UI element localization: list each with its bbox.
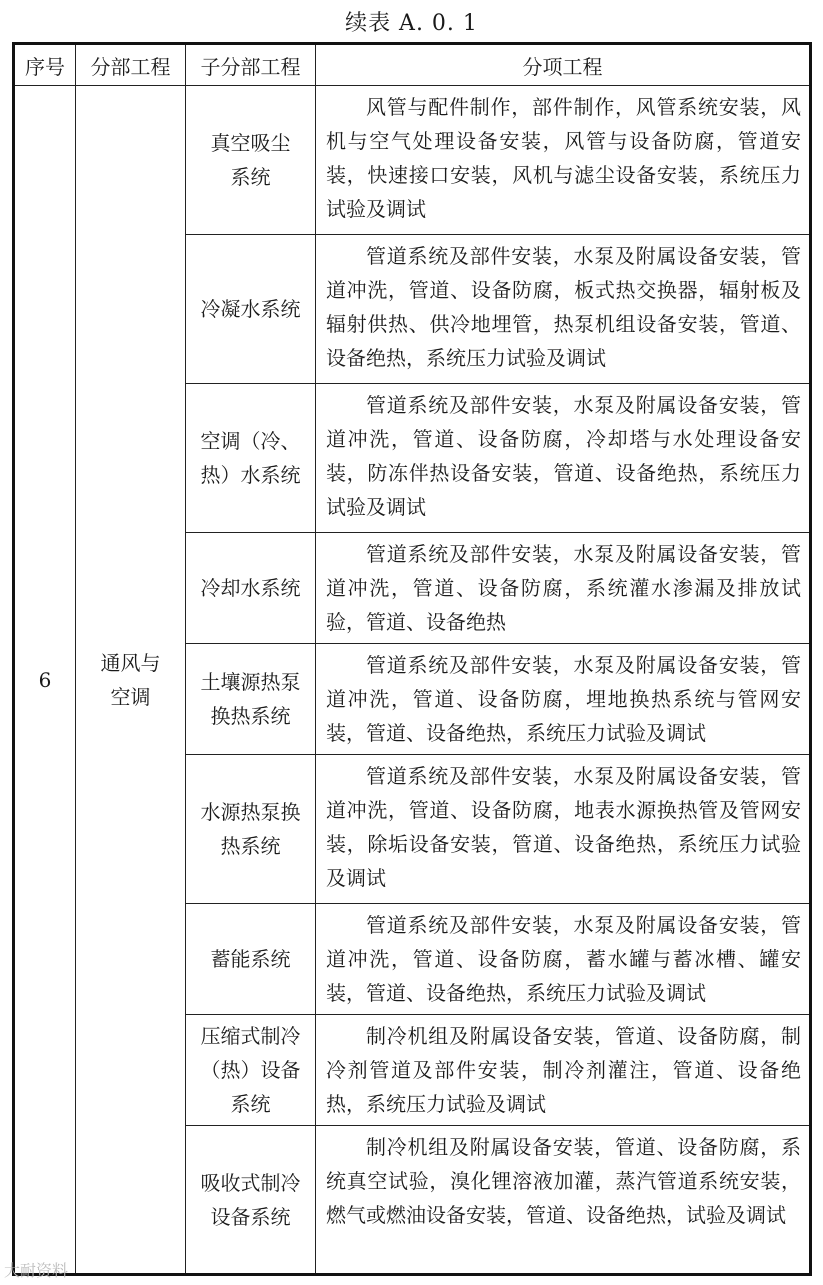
division-cell	[76, 86, 186, 1275]
subdivision-cell	[186, 1126, 316, 1275]
items-cell: 管道系统及部件安装，水泵及附属设备安装，管道冲洗，管道、设备防腐，蓄水罐与蓄冰槽、罐安装，管道、设备绝热，系统压力试验及调试	[316, 904, 811, 1015]
subdivision-label: 压缩式制冷（热）设备系统	[200, 1024, 301, 1116]
subdivision-cell	[186, 86, 316, 235]
watermark: 大耐资料	[4, 1261, 69, 1280]
subdivision-label: 蓄能系统	[210, 947, 291, 971]
items-cell: 管道系统及部件安装，水泵及附属设备安装，管道冲洗，管道、设备防腐，板式热交换器，辐射板及辐射供热、供冷地埋管，热泵机组设备安装，管道、设备绝热，系统压力试验及调试	[316, 235, 811, 384]
header-row	[14, 44, 811, 86]
items-cell: 风管与配件制作，部件制作，风管系统安装，风机与空气处理设备安装，风管与设备防腐，管道安装，快速接口安装，风机与滤尘设备安装，系统压力试验及调试	[316, 86, 811, 235]
subdivision-label: 空调（冷、热）水系统	[200, 429, 301, 487]
header-seq: 序号	[14, 44, 76, 86]
subdivision-cell	[186, 904, 316, 1015]
table-caption: 续表 A. 0. 1	[345, 11, 478, 36]
items-cell: 管道系统及部件安装，水泵及附属设备安装，管道冲洗，管道、设备防腐，埋地换热系统与管网安装，管道、设备绝热，系统压力试验及调试	[316, 644, 811, 755]
items-cell: 管道系统及部件安装，水泵及附属设备安装，管道冲洗，管道、设备防腐，地表水源换热管及管网安装，除垢设备安装，管道、设备绝热，系统压力试验及调试	[316, 755, 811, 904]
items-cell: 管道系统及部件安装，水泵及附属设备安装，管道冲洗，管道、设备防腐，系统灌水渗漏及排放试验，管道、设备绝热	[316, 533, 811, 644]
subdivision-cell	[186, 755, 316, 904]
subdivision-cell	[186, 1015, 316, 1126]
subdivision-label: 土壤源热泵换热系统	[200, 670, 301, 728]
subdivision-cell	[186, 384, 316, 533]
header-subdivision: 子分部工程	[186, 44, 316, 86]
subdivision-cell	[186, 533, 316, 644]
division-label: 通风与空调	[100, 650, 161, 709]
items-cell: 管道系统及部件安装，水泵及附属设备安装，管道冲洗，管道、设备防腐，冷却塔与水处理设备安装，防冻伴热设备安装，管道、设备绝热，系统压力试验及调试	[316, 384, 811, 533]
subdivision-cell	[186, 644, 316, 755]
items-cell: 制冷机组及附属设备安装，管道、设备防腐，制冷剂管道及部件安装，制冷剂灌注，管道、设备绝热，系统压力试验及调试	[316, 1015, 811, 1126]
subdivision-label: 真空吸尘系统	[210, 131, 291, 189]
subdivision-label: 水源热泵换热系统	[200, 800, 301, 858]
subdivision-label: 吸收式制冷设备系统	[200, 1170, 301, 1229]
header-division: 分部工程	[76, 44, 186, 86]
seq-cell: 6	[14, 86, 76, 1275]
project-division-table	[12, 42, 812, 1276]
items-cell: 制冷机组及附属设备安装，管道、设备防腐，系统真空试验，溴化锂溶液加灌，蒸汽管道系统安装，燃气或燃油设备安装，管道、设备绝热，试验及调试	[316, 1126, 811, 1275]
subdivision-label: 冷却水系统	[200, 576, 301, 600]
header-items: 分项工程	[316, 44, 811, 86]
subdivision-label: 冷凝水系统	[200, 297, 301, 321]
table-row	[14, 86, 811, 235]
subdivision-cell	[186, 235, 316, 384]
